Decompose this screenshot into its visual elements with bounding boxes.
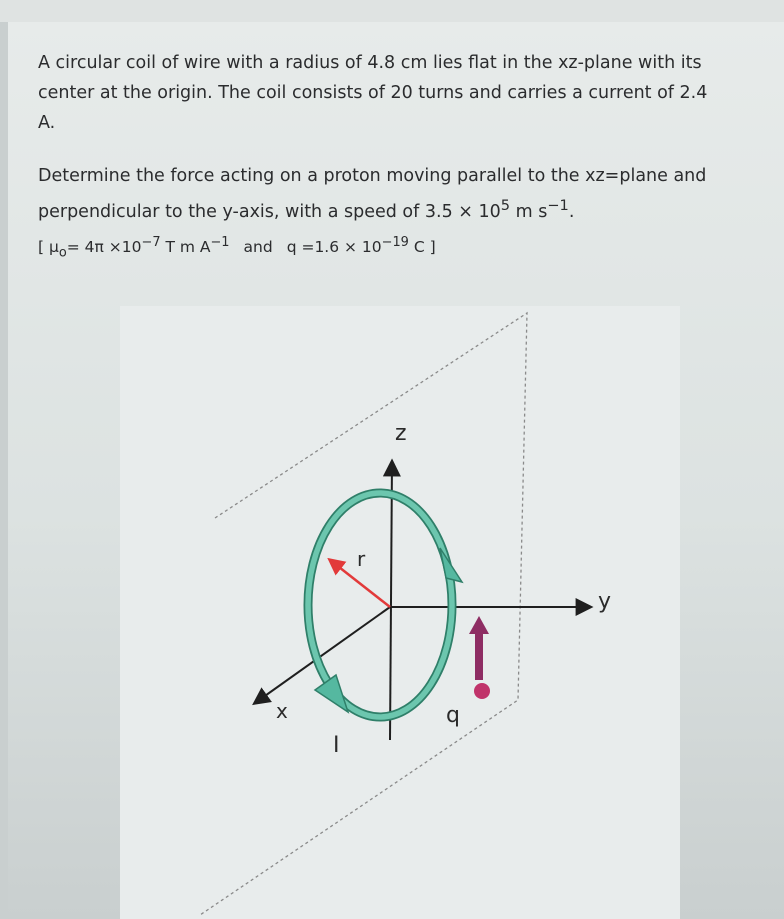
current-arrow-icon — [440, 548, 462, 582]
and-word: and — [243, 238, 273, 257]
speed-exponent: 5 — [500, 197, 511, 214]
z-axis — [390, 462, 392, 740]
z-axis-label: z — [395, 421, 407, 446]
mu-exponent: −7 — [141, 235, 161, 250]
text-line: A circular coil of wire with a radius of 4.8 cm lies flat in the xz-plane with its — [38, 53, 702, 73]
mu-units-exponent: −1 — [210, 235, 230, 250]
text-line: A. — [38, 113, 56, 133]
y-axis-label: y — [598, 589, 612, 614]
current-arrow-icon — [315, 675, 348, 712]
speed-end: . — [568, 201, 575, 222]
velocity-arrow-head-icon — [469, 616, 489, 634]
mu-subscript: o — [58, 245, 67, 261]
speed-units-exponent: −1 — [547, 197, 569, 214]
charge-units: C ] — [408, 238, 436, 257]
speed-mantissa: 3.5 × 10 — [424, 201, 501, 222]
charge-label: q — [446, 703, 460, 728]
current-label: I — [333, 733, 340, 758]
constants-open: [ μ — [38, 238, 59, 257]
x-axis-label: x — [276, 699, 288, 723]
mu-units: T m A — [160, 238, 211, 257]
charge-q — [474, 683, 490, 699]
text-line: Determine the force acting on a proton moving parallel to the xz=plane and — [38, 166, 707, 186]
text-line: center at the origin. The coil consists of 20 turns and carries a current of 2.4 — [38, 83, 708, 103]
speed-units: m s — [510, 201, 548, 222]
charge-value: q =1.6 × 10 — [286, 238, 382, 257]
mu-value: = 4π ×10 — [66, 238, 142, 257]
speed-intro: perpendicular to the y-axis, with a speed of — [38, 201, 425, 222]
charge-exponent: −19 — [381, 235, 409, 250]
radius-label: r — [357, 547, 366, 571]
xz-plane — [200, 313, 527, 915]
